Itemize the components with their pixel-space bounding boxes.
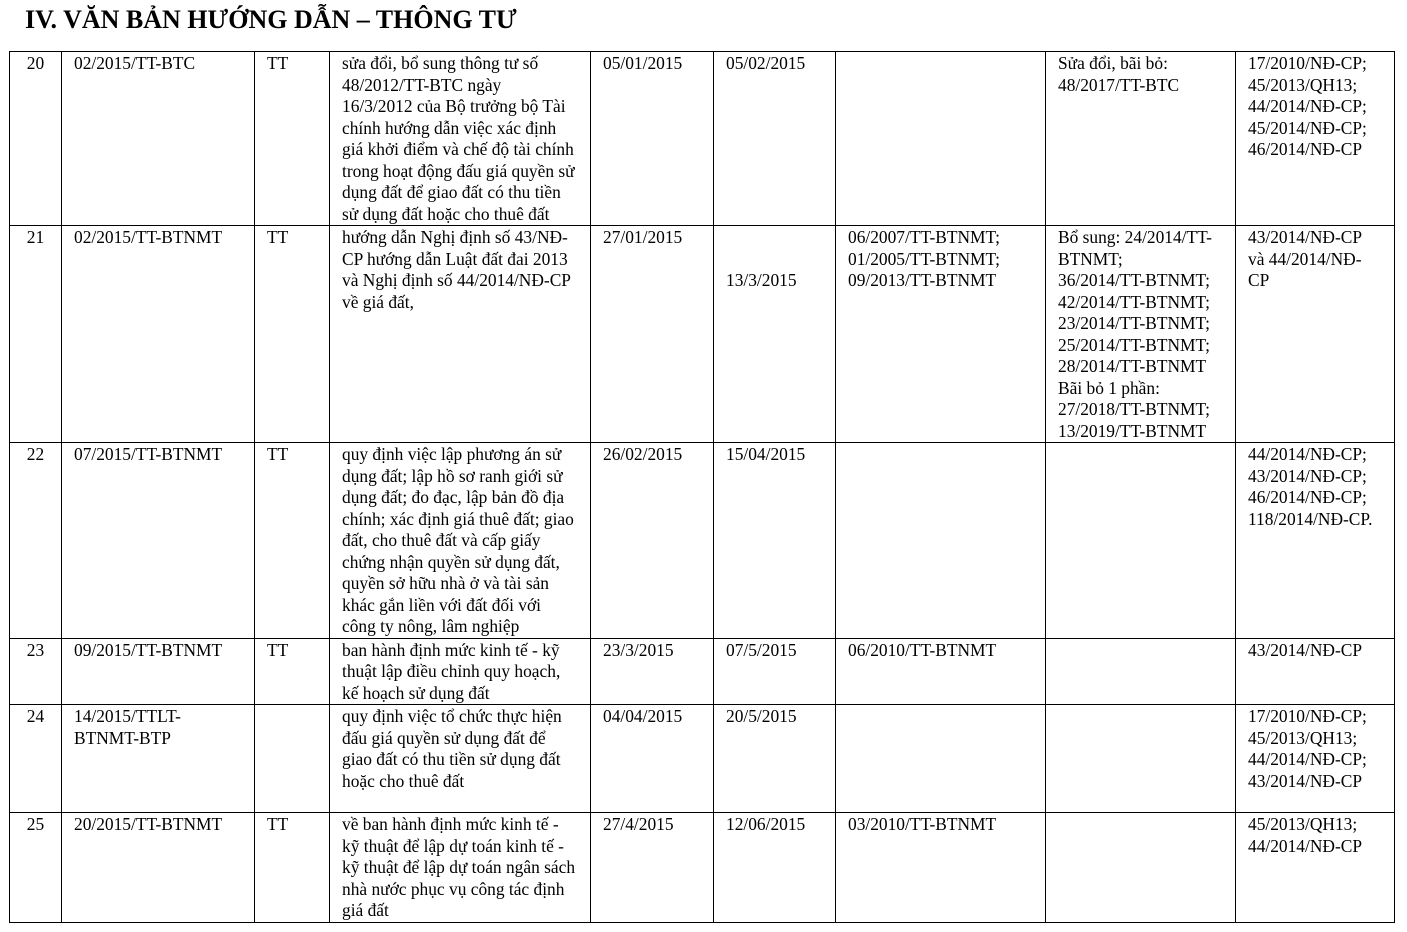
legal-basis-line: 43/2014/NĐ-CP [1248,227,1363,247]
document-code-line: 14/2015/TTLT- [74,706,181,726]
document-content-cell [330,638,591,705]
document-type-cell: TT [255,226,330,443]
amendments-line: 27/2018/TT-BTNMT; [1058,399,1211,419]
legal-basis-cell [1236,443,1395,639]
document-content-line: chính; xác định giá thuê đất; giao [342,508,574,529]
legal-basis-line: 45/2013/QH13; [1248,74,1358,95]
table-row [10,638,1395,705]
document-content-line: 16/3/2012 của Bộ trưởng bộ Tài [342,96,566,116]
amendments-line: 36/2014/TT-BTNMT; [1058,270,1211,290]
issued-date-line: 27/01/2015 [603,227,683,247]
document-content-line: về giá đất, [342,291,414,312]
document-content-line: khác gắn liền với đất đối với [342,594,542,615]
issued-date-line: 23/3/2015 [603,639,674,660]
legal-basis-line: 118/2014/NĐ-CP. [1248,508,1373,529]
issued-date-cell [591,705,714,813]
amendments-line: 48/2017/TT-BTC [1058,74,1180,95]
legal-basis-line: và 44/2014/NĐ- [1248,248,1362,269]
effective-date-cell [714,443,836,639]
legal-basis-cell [1236,813,1395,923]
legal-basis-line: 46/2014/NĐ-CP; [1248,487,1367,507]
legal-basis-line: 43/2014/NĐ-CP [1248,770,1363,791]
replaced-documents-cell [836,638,1046,705]
issued-date-line: 05/01/2015 [603,53,683,73]
legal-basis-line: 17/2010/NĐ-CP; [1248,53,1367,73]
document-type-cell: TT [255,638,330,705]
issued-date-cell [591,638,714,705]
document-code-line: 20/2015/TT-BTNMT [74,814,223,834]
row-number-cell: 23 [10,638,62,705]
replaced-documents-cell [836,443,1046,639]
document-content-line: dụng đất để giao đất có thu tiền [342,182,561,202]
document-content-line: về ban hành định mức kinh tế - [342,814,559,834]
legal-basis-cell [1236,52,1395,226]
replaced-documents-cell [836,52,1046,226]
document-content-cell [330,813,591,923]
effective-date-cell [714,705,836,813]
replaced-documents-line: 06/2007/TT-BTNMT; [848,227,1001,247]
legal-basis-line: 45/2013/QH13; [1248,727,1358,748]
document-code-cell [62,813,255,923]
document-code-cell [62,443,255,639]
amendments-line: 25/2014/TT-BTNMT; [1058,334,1211,355]
document-content-line: giá đất [342,900,389,920]
document-content-line: sửa đổi, bổ sung thông tư số [342,53,539,73]
legal-basis-line: 44/2014/NĐ-CP; [1248,749,1367,769]
table-row [10,443,1395,639]
legal-basis-line: 17/2010/NĐ-CP; [1248,706,1367,726]
amendments-line: BTNMT; [1058,248,1123,269]
document-content-line: ban hành định mức kinh tế - kỹ [342,639,560,660]
document-type-cell: TT [255,443,330,639]
effective-date-cell [714,638,836,705]
replaced-documents-line: 06/2010/TT-BTNMT [848,639,997,660]
legal-documents-table [9,51,1395,923]
legal-basis-line: 44/2014/NĐ-CP; [1248,96,1367,116]
document-content-line: giao đất có thu tiền sử dụng đất [342,749,561,769]
document-content-line: trong hoạt động đấu giá quyền sử [342,160,575,181]
amendments-cell [1046,705,1236,813]
replaced-documents-line: 09/2013/TT-BTNMT [848,270,997,290]
legal-basis-line: 44/2014/NĐ-CP [1248,835,1363,856]
legal-basis-line: CP [1248,270,1270,290]
amendments-cell [1046,813,1236,923]
issued-date-cell [591,52,714,226]
amendments-cell [1046,638,1236,705]
amendments-line: Bãi bỏ 1 phần: [1058,377,1160,398]
amendments-cell [1046,226,1236,443]
legal-basis-line: 43/2014/NĐ-CP [1248,639,1363,660]
document-content-line: chứng nhận quyền sử dụng đất, [342,551,560,572]
document-code-line: BTNMT-BTP [74,727,171,748]
replaced-documents-cell [836,705,1046,813]
row-number-cell: 24 [10,705,62,813]
document-code-line: 02/2015/TT-BTNMT [74,227,223,247]
issued-date-line: 04/04/2015 [603,706,683,726]
document-code-line: 09/2015/TT-BTNMT [74,639,223,660]
row-number-cell: 25 [10,813,62,923]
document-content-line: kỹ thuật để lập dự toán ngân sách [342,857,576,877]
legal-basis-line: 45/2013/QH13; [1248,814,1358,834]
legal-basis-cell [1236,638,1395,705]
row-number-cell: 20 [10,52,62,226]
document-content-line: CP hướng dẫn Luật đất đai 2013 [342,248,568,269]
table-row [10,226,1395,443]
document-content-line: hoặc cho thuê đất [342,770,465,791]
table-row [10,705,1395,813]
document-content-line: dụng đất; lập hồ sơ ranh giới sử [342,465,563,486]
legal-basis-line: 44/2014/NĐ-CP; [1248,444,1367,464]
issued-date-line: 26/02/2015 [603,444,683,464]
document-content-line: đất, cho thuê đất và cấp giấy [342,530,541,550]
document-code-line: 07/2015/TT-BTNMT [74,444,223,464]
section-heading: IV. VĂN BẢN HƯỚNG DẪN – THÔNG TƯ [25,5,517,34]
document-code-cell [62,638,255,705]
effective-date-line [726,249,827,271]
row-number-cell: 21 [10,226,62,443]
document-content-line: dụng đất; đo đạc, lập bản đồ địa [342,487,565,507]
amendments-line: Bổ sung: 24/2014/TT- [1058,227,1212,247]
document-type-cell: TT [255,52,330,226]
document-content-cell [330,226,591,443]
document-content-cell [330,52,591,226]
document-content-line: và Nghị định số 44/2014/NĐ-CP [342,270,571,290]
amendments-cell [1046,52,1236,226]
document-content-line: kế hoạch sử dụng đất [342,682,490,703]
replaced-documents-cell [836,226,1046,443]
table-row [10,813,1395,923]
amendments-line: Sửa đổi, bãi bỏ: [1058,53,1168,73]
amendments-line: 23/2014/TT-BTNMT; [1058,313,1211,333]
issued-date-cell [591,226,714,443]
document-content-line: kỹ thuật để lập dự toán kinh tế - [342,835,564,856]
document-type-cell [255,705,330,813]
document-content-line: nhà nước phục vụ công tác định [342,878,565,899]
legal-basis-line: 46/2014/NĐ-CP [1248,139,1363,159]
effective-date-line: 12/06/2015 [726,814,806,834]
document-content-line: sử dụng đất hoặc cho thuê đất [342,203,550,224]
document-content-line: 48/2012/TT-BTC ngày [342,74,502,95]
effective-date-cell [714,813,836,923]
document-content-line: quy định việc lập phương án sử [342,444,562,464]
amendments-line: 28/2014/TT-BTNMT [1058,356,1207,376]
amendments-cell [1046,443,1236,639]
document-content-line: quyền sở hữu nhà ở và tài sản [342,573,549,593]
issued-date-cell [591,443,714,639]
effective-date-line: 20/5/2015 [726,706,797,726]
document-code-line: 02/2015/TT-BTC [74,53,196,73]
document-content-line: quy định việc tổ chức thực hiện [342,706,562,726]
document-content-line: thuật lập điều chỉnh quy hoạch, [342,661,561,681]
amendments-line: 13/2019/TT-BTNMT [1058,420,1207,441]
table-row [10,52,1395,226]
amendments-line: 42/2014/TT-BTNMT; [1058,291,1211,312]
legal-basis-cell [1236,226,1395,443]
issued-date-line: 27/4/2015 [603,814,674,834]
row-number-cell: 22 [10,443,62,639]
effective-date-line: 05/02/2015 [726,53,806,73]
issued-date-cell [591,813,714,923]
document-content-line: công ty nông, lâm nghiệp [342,616,520,636]
document-code-cell [62,226,255,443]
document-content-line: chính hướng dẫn việc xác định [342,117,557,138]
replaced-documents-cell [836,813,1046,923]
effective-date-line: 07/5/2015 [726,639,797,660]
replaced-documents-line: 03/2010/TT-BTNMT [848,814,997,834]
document-content-line: hướng dẫn Nghị định số 43/NĐ- [342,227,568,247]
legal-basis-line: 43/2014/NĐ-CP; [1248,465,1367,486]
document-type-cell: TT [255,813,330,923]
document-content-cell [330,705,591,813]
document-content-line: đấu giá quyền sử dụng đất để [342,727,546,748]
effective-date-cell [714,52,836,226]
document-code-cell [62,705,255,813]
effective-date-cell [714,226,836,443]
document-content-line: giá khởi điểm và chế độ tài chính [342,139,574,159]
table-body [10,52,1395,923]
effective-date-line: 13/3/2015 [726,270,797,290]
replaced-documents-line: 01/2005/TT-BTNMT; [848,248,1001,269]
legal-basis-cell [1236,705,1395,813]
document-code-cell [62,52,255,226]
document-content-cell [330,443,591,639]
legal-basis-line: 45/2014/NĐ-CP; [1248,117,1367,138]
effective-date-line: 15/04/2015 [726,444,806,464]
effective-date-line [726,227,827,249]
